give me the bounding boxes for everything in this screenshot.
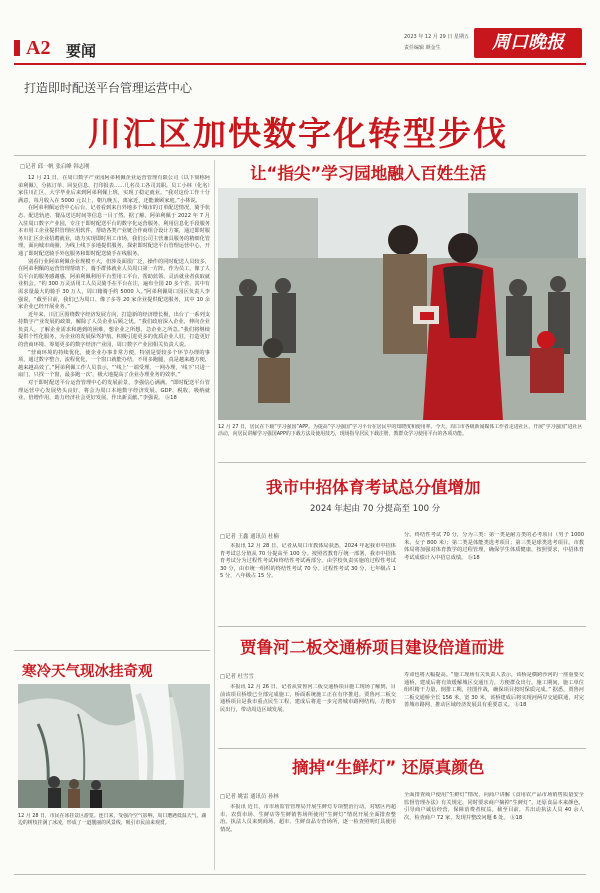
food-byline: □记者 姚雷 通讯员 孙林	[220, 794, 279, 800]
weather-caption: 12 月 28 日，市民在冰挂景区游览。连日来，受强冷空气影响，周口遭遇低温天气，湖边的树枝挂满了冰凌，形成了一道靓丽的风景线，吸引市民前来观赏。	[18, 813, 207, 826]
zhijian-title: 让“指尖”学习园地融入百姓生活	[250, 164, 487, 183]
editor-name: 责任编辑 颜金生	[404, 45, 441, 51]
sports-subtitle: 2024 年起由 70 分提高至 100 分	[310, 504, 441, 514]
food-body-col1: 本报讯 近日，市市场监管管理局开展生鲜灯专项整治行动，对辖区内超市、农贸市场、生鲜店等生鲜销售场所使用“生鲜灯”情况开展全面排查整治。执法人员来到商场、超市、生鲜食品专营场所，逐一检查照明灯具使用情况。	[220, 804, 396, 833]
sports-body-col1: 本报讯 12 月 28 日，记者从周口市教体局获悉，2024 年起我市中招体育考试总分值从 70 分提高至 100 分。按照省教育厅统一部署，我市中招体育考试分为过程性考试和终结性考试两部分。由学校负责实施的过程性考试 30 分，由市统一组织的终结性考试 70 分。过程性考试 30 分，七年级占 15 分，八年级占 15 分。	[220, 543, 396, 580]
main-story-paragraph: 对于即时配送平台运营管理中心的发展前景，李强信心满满。“即时配送平台管理运营中心发展势头良好，将会为周口本地数字经济发展、GDP、税收、吸纳就业，倍增作用，助力经济社会更好发展，作出新贡献。”李强说。 ⓑ18	[18, 380, 210, 402]
weather-top-rule	[14, 650, 210, 651]
zhijian-caption: 12 月 27 日，居民在下载“学习强国”APP。为提高“学习强国”学习平台在居民中的知晓度和使用率，今天，周口市各级新闻媒体工作者走进社区，开展“学习强国”进社区活动，向居民讲解学习强国APP的下载方法及使用技巧，现场指导居民下载注册，教群众学习使用平台的各项功能。	[218, 424, 583, 437]
newspaper-logo	[474, 28, 582, 58]
main-story-title: 川汇区加快数字化转型步伐	[88, 114, 508, 153]
main-story-paragraph: 近年来，川汇区围绕数字经济发展方向，打造新的经济增长极，出台了一系列支持数字产业发展的政策，解除了人员企业后顾之忧。“我们政府深入企业，伸向企业负责人，了解企业需求和遇到的困难，想企业之所想，急企业之所急。”我们将继续提供个性化服务，为企业的发展保驾护航，积极引进更多的优质企业人驻，打造更好的营商环境、筹划更多的数字经济产业园，周口数字产业园相关负责人说。	[18, 311, 210, 349]
food-body-col2: 全面排查商户使用“生鲜灯”情况，向商户讲解《食用农产品市场销售质量安全监督管理办法》有关规定，同时要求商户摘掉“生鲜灯”，还原食品本来颜色，引导商户诚信经营，保障消费者权益。截至目前，共出动执法人员 40 余人次，检查商户 72 家，发现并整改问题 6 处。 ⓑ18	[404, 792, 584, 821]
newspaper-logo-text: 周口晚报	[492, 32, 564, 53]
bridge-title: 贾鲁河二板交通桥项目建设倍道而进	[240, 638, 504, 657]
page-number: A2	[26, 37, 51, 59]
main-story-paragraph: 12 月 21 日，在周口数字产业园阿弟利佩企业运营管理有限公司（以下简称阿弟利佩），分拣订单、回复信息、打印报表……几名员工各司其职。员工小林（化名）家住川汇区，大学毕业后来到阿弟利佩上班，实现了稳定就业。“我对这份工作十分满意，每月收入在 5000 元以上，朝九晚五，离家近，还能兼顾家庭。”小林说。	[18, 175, 210, 204]
main-story-paragraph: 别看行业阿弟利佩企业规模不大，但涉及面很广泛，操作的同时配送人员较多，在阿弟利佩的运营管理帮助下，骑手群体就业人员周口第一方阵。作为员工，像了人员平台的服务感谢感，阿弟利佩利用平台型用工平台，帮助蓝领、灵活就业者获取就业机会。“约 300 万灵活用工人员灵骑手在平台在注，遍布全国 20 多个省，其中有需求量最大的骑手 30 万人，周口籍骑手约 5000 人。”阿弟利佩周口园区负责人李强说，“截至目前，我们已为周口、像了多等 20 家企业提供配送服务，其中 10 余家企业已经开展业务。”	[18, 258, 210, 311]
headline-divider	[14, 155, 586, 156]
study-photo	[218, 188, 586, 420]
sports-bottom-rule	[218, 626, 586, 627]
study-photo-art	[218, 188, 586, 420]
food-title: 摘掉“生鲜灯” 还原真颜色	[292, 758, 485, 777]
main-story-body	[18, 175, 210, 647]
sports-byline: □记者 王鑫 通讯员 杜楠	[220, 534, 279, 540]
header-red-tab	[14, 40, 20, 56]
sports-title: 我市中招体育考试总分值增加	[266, 478, 481, 497]
column-divider	[214, 160, 215, 870]
sports-body-col2: 分。终结性考试 70 分，分为三类：第一类是耐力类的必考项目（男子 1000 米、女子 800 米）；第二类是体能类选考项目；第三类是球类选考项目。市教体局将加强对体育教学的过程管理，确保学生体质健康。按照要求，中招体育考试成绩计入中招总成绩。 ⓑ18	[404, 532, 584, 561]
section-name: 要闻	[66, 42, 97, 60]
main-story-kicker: 打造即时配送平台管理运营中心	[24, 81, 193, 95]
page-bottom-rule	[14, 874, 586, 875]
bridge-body-col2: 寿命也将大幅提高。“施工现场有关负责人表示，该桥是横跨沙河的一座重要交通桥，建成后将有效缓解城区交通压力，方便群众出行。施工期间，施工单位组织精干力量，倒排工期，挂图作战，确保项目按时保质完成。” 据悉，贾鲁河二板交通桥全长 156 米，宽 30 米，该桥建成后将实现河两岸交通联通，对完善城市路网、推动区域经济发展具有重要意义。 ⓑ18	[404, 672, 584, 709]
bridge-byline: □记者 杜雪雪	[220, 674, 254, 680]
main-story-paragraph: 在阿弟利佩运营中心后台，记者看到来自外地多个城市的订单配送情况，骑手状态、配送轨迹、餐品送达时间等信息一目了然。据了解，阿弟利佩于 2022 年 7 月入驻周口数字产业园，专注于即时配送平台的数字化运营服务，利用信息化手段服务本市用工企业提供管理应用软件，帮助各类产业链合作商组合设计方案，通过即时服务川汇区企业招聘就业，助力实现即时用工市场，我们公司主营兼具服务的精细化管理，面向城市商圈，为线上线下多地提供服务，探索即时配送平台管理运营中心，开通了即时配送骑手外包服务和即时配送骑手在线服务。	[18, 205, 210, 257]
bridge-bottom-rule	[218, 748, 586, 749]
zhijian-bottom-rule	[218, 462, 586, 463]
bridge-body-col1: 本报讯 12 月 26 日，记者从贾鲁河二板交通桥项目施工现场了解到，目前该项目桥墩已全部完成施工，桥面系统施工正在有序推进。贾鲁河二板交通桥项目是我市重点民生工程，建成后将进一步完善城市路网结构，方便市民出行，带动周边区域发展。	[220, 684, 396, 713]
weather-title: 寒冷天气现冰挂奇观	[22, 664, 153, 680]
main-story-byline: □记者 邱一帆 张启峰 韩志刚	[20, 164, 90, 170]
main-story-paragraph: “营商环境的持续优化，使企业办事非常方便，特别是要较多个环节办理的事项，通过数字整合，流程优化，一个窗口就能办结，不用多跑腿，真是越来越方便，越来越高效了。”阿弟利佩工作人员表示，“‘线上’一端受理，一网办理，‘线下’只进一扇门，只找一个窗，最多跑一次’，极大地提高了企业办理业务的效率。”	[18, 349, 210, 379]
ice-photo	[18, 684, 210, 808]
header-rule	[14, 63, 586, 65]
issue-date: 2023 年 12 月 29 日 星期五	[404, 34, 469, 40]
ice-photo-art	[18, 684, 210, 808]
